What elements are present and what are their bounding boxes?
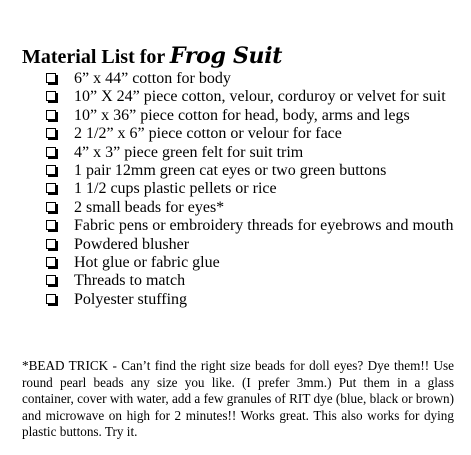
- checklist-item: [44, 272, 454, 290]
- title-project-name: Frog Suit: [169, 43, 283, 69]
- checklist-item-text: 2 1/2” x 6” piece cotton or velour for face: [74, 125, 342, 143]
- checklist-item: [44, 144, 454, 162]
- checkbox-icon: [46, 165, 56, 175]
- checklist-item: [44, 70, 454, 88]
- checklist-item: [44, 199, 454, 217]
- checklist-item-text: Threads to match: [74, 272, 186, 290]
- checklist-item: [44, 254, 454, 272]
- checkbox-icon: [46, 257, 56, 267]
- checklist-item-text: 10” X 24” piece cotton, velour, corduroy or velvet for suit: [74, 88, 446, 106]
- checkbox-icon: [46, 147, 56, 157]
- checklist-item-text: 2 small beads for eyes*: [74, 198, 225, 216]
- checklist-item: [44, 180, 454, 198]
- material-checklist: [44, 70, 454, 309]
- checkbox-icon: [46, 202, 56, 212]
- checkbox-icon: [46, 275, 56, 285]
- checklist-item: [44, 107, 454, 125]
- checklist-item-text: 6” x 44” cotton for body: [74, 70, 231, 87]
- checkbox-icon: [46, 73, 56, 83]
- checkbox-icon: [46, 183, 56, 193]
- checklist-item-text: Polyester stuffing: [74, 290, 188, 308]
- checklist-item: [44, 236, 454, 254]
- checkbox-icon: [46, 239, 56, 249]
- page-title: [22, 44, 282, 69]
- checklist-item-text: Hot glue or fabric glue: [74, 254, 220, 272]
- checkbox-icon: [46, 128, 56, 138]
- checklist-item: [44, 291, 454, 309]
- checklist-item-text: 10” x 36” piece cotton for head, body, arms and legs: [74, 106, 410, 124]
- checklist-item-text: 1 1/2 cups plastic pellets or rice: [74, 180, 277, 198]
- bead-trick-note: *BEAD TRICK - Can’t find the right size beads for doll eyes? Dye them!! Use round pearl beads any size you like. (I prefer 3mm.) Put them in a glass container, cover with water, add a few granules of RIT dye (blue, black or brown) and microwave on high for 2 minutes!! Works great. This also works for dying plastic buttons. Try it.: [22, 358, 454, 440]
- checkbox-icon: [46, 110, 56, 120]
- checklist-item: [44, 217, 454, 235]
- checklist-item-text: 1 pair 12mm green cat eyes or two green buttons: [74, 162, 387, 180]
- checklist-item: [44, 125, 454, 143]
- checklist-item-text: 4” x 3” piece green felt for suit trim: [74, 143, 304, 161]
- checklist-item: [44, 88, 454, 106]
- title-prefix: Material List for: [22, 46, 170, 68]
- checklist-item-text: Powdered blusher: [74, 235, 190, 253]
- checkbox-icon: [46, 294, 56, 304]
- checklist-item-text: Fabric pens or embroidery threads for eyebrows and mouth: [74, 217, 454, 235]
- checkbox-icon: [46, 91, 56, 101]
- checklist-item: [44, 162, 454, 180]
- checkbox-icon: [46, 220, 56, 230]
